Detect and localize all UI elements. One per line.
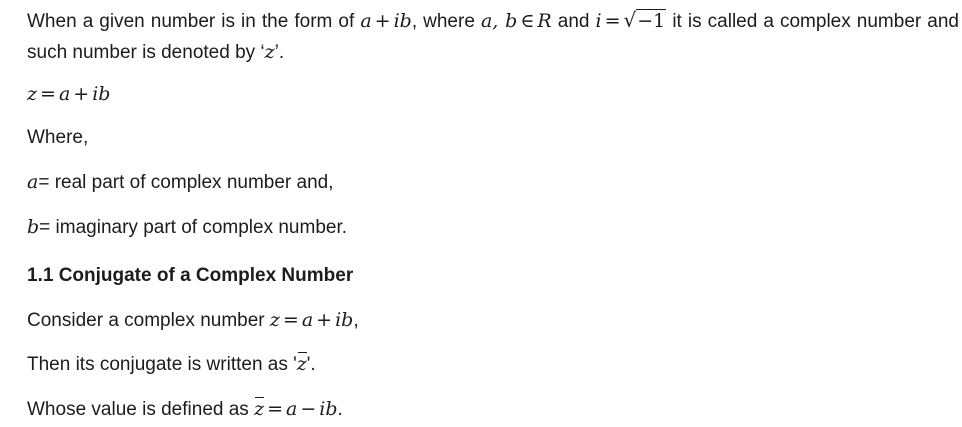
math-ib: ib — [335, 309, 354, 331]
math-var-a: a — [301, 309, 314, 331]
math-equals: = — [604, 10, 621, 32]
math-equals: = — [40, 83, 56, 105]
math-ab: a, b — [480, 10, 518, 32]
math-plus: + — [374, 10, 391, 32]
value-tail: . — [337, 399, 343, 420]
intro-math-a-plus-ib — [360, 10, 412, 32]
math-var-a: a — [286, 398, 298, 420]
conjugate-line — [27, 349, 316, 380]
math-var-b: b — [27, 216, 40, 238]
real-part-line — [27, 167, 334, 198]
intro-text-5: ’. — [274, 42, 285, 63]
consider-line — [27, 305, 359, 336]
math-equals: = — [267, 398, 284, 420]
math-radicand: −1 — [637, 10, 666, 32]
definition-equation — [27, 79, 110, 110]
value-line — [27, 394, 343, 425]
sqrt-sign-icon: √ — [623, 8, 637, 32]
math-minus: − — [300, 398, 317, 420]
math-plus: + — [73, 83, 90, 105]
intro-paragraph — [27, 5, 959, 68]
math-ib: ib — [393, 10, 412, 32]
consider-tail: , — [353, 310, 359, 331]
math-element-of: ∈ — [520, 10, 535, 32]
math-var-a: a — [58, 83, 71, 105]
imaginary-part-text: = imaginary part of complex number. — [39, 217, 348, 238]
math-z: z — [27, 83, 38, 105]
math-var-a: a — [27, 171, 39, 193]
section-heading: 1.1 Conjugate of a Complex Number — [27, 265, 354, 286]
value-math — [254, 398, 337, 420]
math-ib: ib — [319, 398, 338, 420]
consider-math — [270, 309, 353, 331]
math-R: R — [537, 10, 552, 32]
consider-text: Consider a complex number — [27, 310, 270, 331]
intro-text-4: it is called a complex number and such number is denoted by ‘ — [27, 11, 959, 63]
math-ib: ib — [92, 83, 111, 105]
conjugate-tail: '. — [306, 354, 316, 375]
intro-math-i-def — [596, 10, 667, 32]
math-equals: = — [282, 309, 299, 331]
math-var-a: a — [360, 10, 372, 32]
math-plus: + — [316, 309, 333, 331]
intro-text-1: When a given number is in the form of — [27, 11, 361, 32]
intro-math-set — [481, 10, 552, 32]
value-text: Whose value is defined as — [27, 399, 255, 420]
intro-text-3: and — [551, 11, 596, 32]
real-part-text: = real part of complex number and, — [38, 172, 334, 193]
math-i: i — [595, 10, 602, 32]
intro-text-2: , where — [411, 11, 481, 32]
math-z-bar: z — [297, 349, 307, 379]
definition-math — [27, 83, 110, 105]
intro-math-z: z — [264, 41, 275, 63]
math-z-bar: z — [254, 394, 264, 424]
conjugate-text: Then its conjugate is written as ' — [27, 354, 297, 375]
where-label: Where, — [27, 127, 89, 148]
math-z: z — [269, 309, 280, 331]
math-sqrt — [624, 5, 667, 36]
imaginary-part-line — [27, 212, 347, 243]
